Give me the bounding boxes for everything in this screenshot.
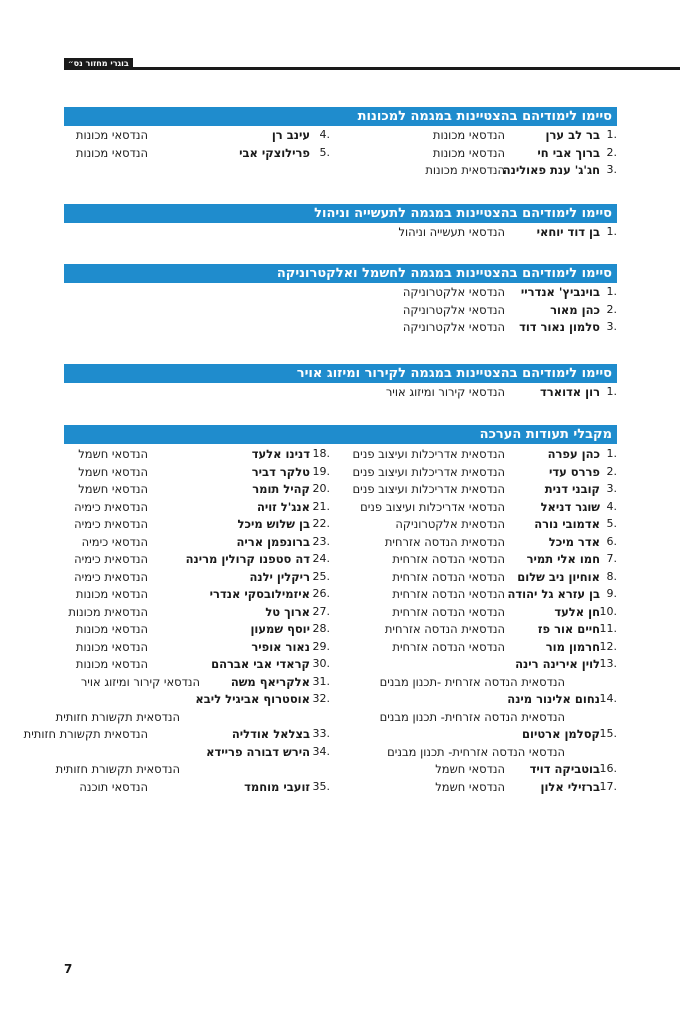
entry-name: נאור אופיר <box>251 639 310 654</box>
entry-name: אלקריאף משה <box>230 674 310 689</box>
entry-number: 19. <box>312 464 330 478</box>
entry-department: הנדסאי הנדסה אזרחית <box>392 604 505 619</box>
entry-department: הנדסאית הנדסה אזרחית- תכנון מבנים <box>379 709 565 724</box>
entry-number: 13. <box>599 657 617 670</box>
entry-name: ריקלין ילנה <box>249 569 310 584</box>
entry-department: הנדסאי אלקטרוניקה <box>402 302 505 317</box>
entry-name: איזמילובסקי אנדרי <box>209 587 310 601</box>
entry-name: אוסטרוף אביגיל ליבא <box>195 692 310 706</box>
entry-department: הנדסאי חשמל <box>435 779 505 794</box>
entry-department: הנדסאי אלקטרוניקה <box>402 320 505 334</box>
entry-number: 2. <box>606 464 617 478</box>
entry-number: 28. <box>312 622 330 635</box>
entry-name: דנינו אלעד <box>251 447 310 461</box>
entry-department: הנדסאי מכונות <box>75 587 148 601</box>
entry-number: 33. <box>312 727 330 740</box>
entry-name: חן אלעד <box>554 604 600 619</box>
entry-number: 9. <box>606 587 617 600</box>
entry-number: 30. <box>312 657 330 670</box>
entry-department: הנדסאי מכונות <box>432 128 505 142</box>
entry-number: 18. <box>312 447 330 460</box>
entry-department: הנדסאי תעשייה וניהול <box>398 225 505 239</box>
entry-name: קהיל תומר <box>252 482 310 496</box>
entry-name: עינב רן <box>271 128 310 142</box>
entry-department: הנדסאי קירור ומיזוג אויר <box>385 385 505 399</box>
entry-department: הנדסאי הנדסה אזרחית <box>392 569 505 584</box>
entry-name: רון אדוארד <box>540 385 600 399</box>
entry-department: הנדסאי חשמל <box>78 464 148 479</box>
entry-number: 1. <box>606 447 617 460</box>
entry-department: הנדסאי מכונות <box>75 128 148 142</box>
entry-number: 14. <box>599 692 617 705</box>
header-tag: בוגרי מחזור נס״ <box>64 58 133 69</box>
entry-number: 21. <box>312 499 330 513</box>
entry-name: בן שלוש מיכל <box>237 517 310 531</box>
entry-department: הנדסאי מכונות <box>432 145 505 160</box>
entry-department: הנדסאי אדריכלות ועיצוב פנים <box>360 499 505 514</box>
section-heading: סיימו לימודיהם בהצטיינות במגמה למכונות <box>64 107 617 126</box>
entry-department: הנדסאי חשמל <box>78 482 148 496</box>
entry-department: הנדסאי מכונות <box>75 639 148 654</box>
entry-department: הנדסאית אלקטרוניקה <box>395 517 505 531</box>
entry-name: חרמון מור <box>545 639 600 654</box>
entry-number: 35. <box>312 779 330 793</box>
entry-department: הנדסאית אדריכלות ועיצוב פנים <box>352 464 505 479</box>
entry-department: הנדסאית הנדסה אזרחית -תכנון מבנים <box>379 674 565 689</box>
page-number: 7 <box>64 962 73 976</box>
entry-name: ארוך טל <box>265 604 310 619</box>
entry-number: 6. <box>606 534 617 548</box>
entry-number: 5. <box>319 145 330 159</box>
top-rule <box>64 67 680 70</box>
entry-name: יוסף שמעון <box>250 622 310 636</box>
entry-number: 1. <box>606 225 617 238</box>
entry-department: הנדסאית תקשורת חזותית <box>55 762 180 776</box>
entry-department: הנדסאית כימיה <box>74 517 148 531</box>
entry-department: הנדסאי הנדסה אזרחית <box>392 639 505 654</box>
entry-number: 3. <box>606 482 617 495</box>
entry-name: בן דוד יוחאי <box>536 225 600 239</box>
entry-number: 16. <box>599 762 617 775</box>
entry-number: 26. <box>312 587 330 600</box>
entry-name: פרילוצקי אבי <box>239 145 310 160</box>
entry-department: הנדסאי מכונות <box>75 657 148 671</box>
entry-department: הנדסאית כימיה <box>74 569 148 584</box>
section-heading: מקבלי תעודות הערכה <box>64 425 617 444</box>
entry-department: הנדסאית מכונות <box>68 604 148 619</box>
entry-number: 29. <box>312 639 330 653</box>
entry-name: הירש דבורה פריידא <box>206 744 310 759</box>
entry-number: 25. <box>312 569 330 583</box>
entry-department: הנדסאי הנדסה אזרחית <box>392 587 505 601</box>
entry-department: הנדסאית כימיה <box>74 552 148 566</box>
entry-number: 22. <box>312 517 330 530</box>
entry-name: דה סטפנו קרולין מרינה <box>185 552 310 566</box>
entry-number: 3. <box>606 320 617 333</box>
entry-department: הנדסאית אדריכלות ועיצוב פנים <box>352 447 505 461</box>
entry-name: בן עזרא גל יהודה <box>507 587 600 601</box>
entry-number: 2. <box>606 145 617 159</box>
entry-name: אדר מיכל <box>548 534 600 549</box>
entry-number: 17. <box>599 779 617 793</box>
entry-department: הנדסאית מכונות <box>425 163 505 177</box>
entry-name: קובני דנית <box>544 482 600 496</box>
entry-number: 11. <box>599 622 617 635</box>
entry-name: אוחיון ניב שלום <box>517 569 600 584</box>
entry-name: חמו אלי תמיר <box>526 552 600 566</box>
entry-name: פררס עדי <box>548 464 600 479</box>
section-heading: סיימו לימודיהם בהצטיינות במגמה לתעשייה וניהול <box>64 204 617 223</box>
entry-department: הנדסאי הנדסה אזרחית- תכנון מבנים <box>387 744 565 759</box>
entry-number: 4. <box>319 128 330 141</box>
entry-number: 15. <box>599 727 617 740</box>
entry-department: הנדסאי חשמל <box>435 762 505 776</box>
section-heading: סיימו לימודיהם בהצטיינות במגמה לקירור ומיזוג אויר <box>64 364 617 383</box>
entry-department: הנדסאית תקשורת חזותית <box>55 709 180 724</box>
entry-number: 1. <box>606 128 617 141</box>
entry-name: חיים אור פז <box>537 622 600 636</box>
entry-name: כהן מאור <box>550 302 600 317</box>
entry-name: בר לב ערן <box>545 128 600 142</box>
entry-number: 8. <box>606 569 617 583</box>
entry-name: סלמון נאור דוד <box>519 320 600 334</box>
entry-name: לוין אירינה רינה <box>515 657 600 671</box>
entry-name: נחום אלינור מינה <box>507 692 600 706</box>
entry-number: 2. <box>606 302 617 316</box>
entry-number: 7. <box>606 552 617 565</box>
entry-name: בוינביץ' אנדריי <box>520 285 600 299</box>
entry-number: 3. <box>606 163 617 176</box>
entry-name: אנג'ל זויה <box>256 499 310 514</box>
entry-name: קסלמן ארטיום <box>522 727 600 741</box>
entry-number: 34. <box>312 744 330 758</box>
entry-name: אדמובי נורה <box>534 517 600 531</box>
entry-department: הנדסאי תוכנה <box>79 779 148 794</box>
entry-department: הנדסאית אדריכלות ועיצוב פנים <box>352 482 505 496</box>
entry-number: 24. <box>312 552 330 565</box>
entry-department: הנדסאית כימיה <box>74 499 148 514</box>
entry-number: 27. <box>312 604 330 618</box>
entry-name: זועבי מוחמד <box>244 779 310 794</box>
entry-name: ברוך אבי חי <box>537 145 600 160</box>
entry-department: הנדסאי הנדסה אזרחית <box>392 552 505 566</box>
entry-department: הנדסאי אלקטרוניקה <box>402 285 505 299</box>
entry-department: הנדסאית תקשורת חזותית <box>23 727 148 741</box>
section-heading: סיימו לימודיהם בהצטיינות במגמה לחשמל ואלקטרוניקה <box>64 264 617 283</box>
entry-department: הנדסאי מכונות <box>75 145 148 160</box>
entry-name: בצלאל אודליה <box>231 727 310 741</box>
entry-number: 20. <box>312 482 330 495</box>
entry-department: הנדסאי חשמל <box>78 447 148 461</box>
entry-number: 10. <box>599 604 617 618</box>
entry-department: הנדסאית הנדסה אזרחית <box>384 622 505 636</box>
entry-number: 31. <box>312 674 330 688</box>
entry-department: הנדסאית הנדסה אזרחית <box>384 534 505 549</box>
entry-number: 23. <box>312 534 330 548</box>
entry-name: טלקר דביר <box>251 464 310 479</box>
entry-name: ברזילי אלון <box>540 779 600 794</box>
entry-name: קראדי אבי אברהם <box>211 657 310 671</box>
entry-name: בוטביקה דויד <box>529 762 600 776</box>
entry-name: כהן עפרה <box>547 447 600 461</box>
entry-department: הנדסאי מכונות <box>75 622 148 636</box>
entry-number: 1. <box>606 285 617 298</box>
entry-name: ברונפמן אריה <box>236 534 310 549</box>
entry-department: הנדסאי כימיה <box>81 534 148 549</box>
entry-number: 32. <box>312 692 330 705</box>
entry-number: 4. <box>606 499 617 513</box>
entry-number: 12. <box>599 639 617 653</box>
entry-number: 5. <box>606 517 617 530</box>
entry-name: שוגר דניאל <box>540 499 600 514</box>
entry-name: חג'ג' ענת פאולינה <box>502 163 600 177</box>
entry-department: הנדסאי קירור ומיזוג אויר <box>80 674 200 689</box>
entry-number: 1. <box>606 385 617 398</box>
